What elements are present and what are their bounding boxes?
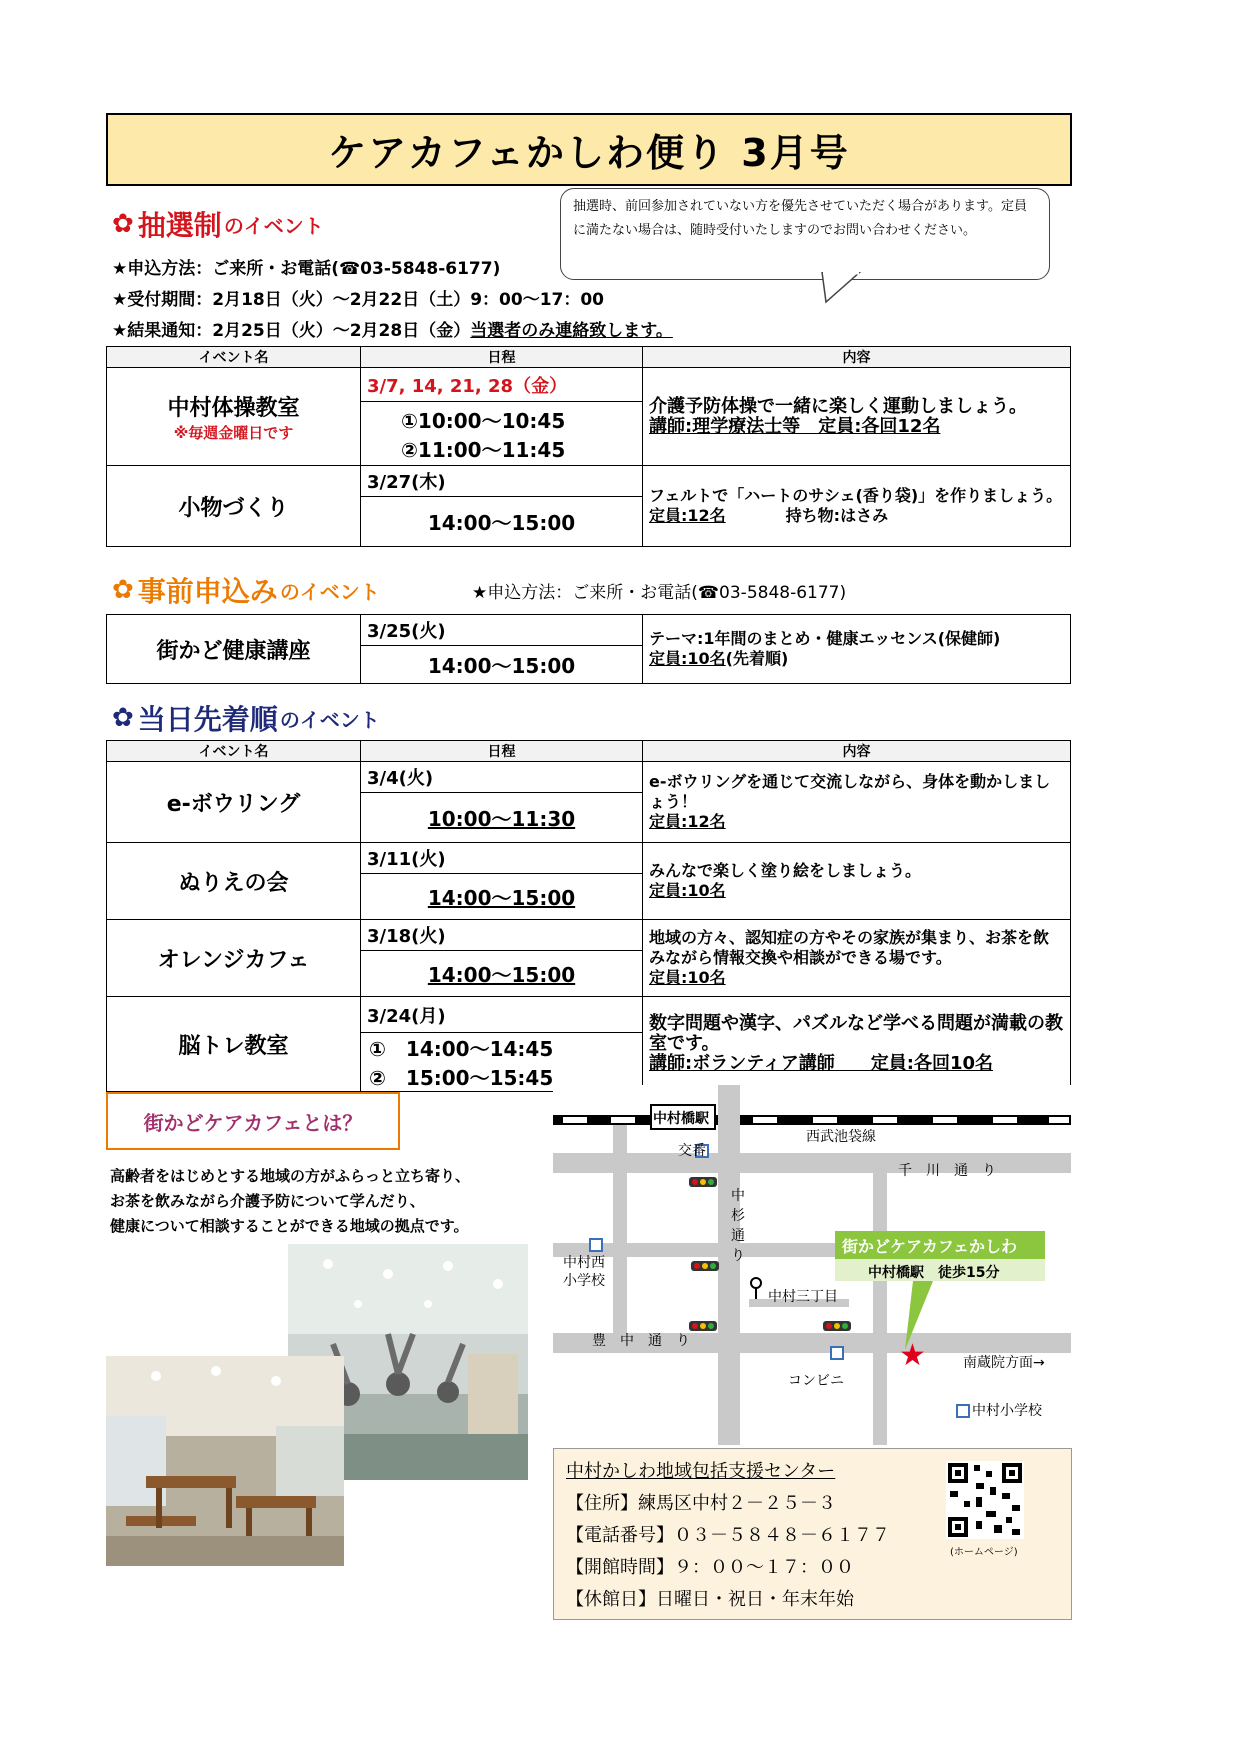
- header-content: 内容: [643, 347, 1071, 368]
- map-road-senkawa: 千 川 通 り: [898, 1163, 996, 1179]
- header-schedule: 日程: [361, 347, 643, 368]
- event-content-line: 地域の方々、認知症の方やその家族が集まり、お茶を飲みながら情報交換や相談ができる場です。: [649, 928, 1050, 967]
- flower-icon: ✿: [112, 575, 134, 605]
- event-date: 3/25(火): [361, 615, 643, 646]
- flower-icon: ✿: [112, 209, 134, 239]
- event-time: [361, 402, 643, 466]
- event-date: 3/11(火): [361, 843, 643, 874]
- event-name-text: 中村体操教室: [167, 395, 300, 421]
- event-content-line: テーマ:1年間のまとめ・健康エッセンス(保健師): [649, 629, 1001, 648]
- event-time: [361, 951, 643, 997]
- event-items: 持ち物:はさみ: [785, 506, 889, 525]
- event-time-text: 14:00～15:00: [427, 886, 576, 910]
- star-icon: ★: [899, 1338, 926, 1373]
- event-time: [361, 793, 643, 843]
- bubble-tail: [820, 272, 880, 306]
- event-note: (先着順): [725, 649, 789, 668]
- event-name: オレンジカフェ: [107, 920, 361, 997]
- header-schedule: 日程: [361, 741, 643, 762]
- event-content: [643, 762, 1071, 843]
- event-name: [107, 368, 361, 466]
- event-content: [643, 615, 1071, 684]
- event-time-2: ② 15:00～15:45: [369, 1066, 554, 1090]
- center-name: 中村かしわ地域包括支援センター: [566, 1461, 836, 1482]
- event-name: 街かど健康講座: [107, 615, 361, 684]
- firstcome-heading: [112, 698, 380, 738]
- map-koban: 交番: [678, 1143, 706, 1159]
- preapply-heading-main: 事前申込み: [137, 575, 278, 608]
- qr-caption: (ホームページ): [950, 1547, 1018, 1558]
- map-line: 西武池袋線: [806, 1129, 876, 1145]
- lottery-result: [112, 316, 673, 341]
- center-hours: 【開館時間】９：００～１７：００: [566, 1557, 854, 1578]
- event-time: [361, 1033, 643, 1092]
- center-address: 【住所】練馬区中村２－２５－３: [566, 1493, 836, 1514]
- event-time: 14:00～15:00: [361, 497, 643, 547]
- event-content: [643, 997, 1071, 1092]
- event-content-line: 数字問題や漢字、パズルなど学べる問題が満載の教室です。: [649, 1013, 1063, 1054]
- event-date: 3/18(火): [361, 920, 643, 951]
- event-capacity: 定員:12名: [649, 506, 726, 525]
- event-name: e-ボウリング: [107, 762, 361, 843]
- lottery-apply: ★申込方法：ご来所・お電話(☎03-5848-6177): [112, 259, 501, 279]
- event-content-line: 介護予防体操で一緒に楽しく運動しましょう。: [649, 395, 1027, 417]
- firstcome-heading-main: 当日先着順: [137, 703, 278, 736]
- lottery-heading-main: 抽選制: [137, 209, 222, 242]
- event-content-line: 講師:ボランティア講師 定員:各回10名: [649, 1053, 994, 1074]
- event-name: 小物づくり: [107, 466, 361, 547]
- map-callout-title: 街かどケアカフェかしわ: [842, 1237, 1018, 1256]
- firstcome-table: [106, 740, 1071, 1092]
- photo-cafe-room: [106, 1356, 344, 1566]
- flower-icon: ✿: [112, 703, 134, 733]
- event-content-line: フェルトで「ハートのサシェ(香り袋)」を作りましょう。: [649, 486, 1063, 505]
- event-time-text: 10:00～11:30: [427, 807, 576, 831]
- event-content: [643, 920, 1071, 997]
- lottery-result-note: 当選者のみ連絡致します。: [470, 321, 673, 341]
- event-time-2: ②11:00～11:45: [401, 437, 566, 462]
- preapply-heading-sub: のイベント: [279, 579, 380, 604]
- lottery-period: ★受付期間：2月18日（火）～2月22日（土）9：00～17：00: [112, 290, 605, 310]
- event-name: 脳トレ教室: [107, 997, 361, 1092]
- event-content: [643, 843, 1071, 920]
- center-closed: 【休館日】日曜日・祝日・年末年始: [566, 1589, 854, 1610]
- map-busstop: 中村三丁目: [768, 1289, 838, 1305]
- about-text: [110, 1164, 470, 1239]
- event-date: 3/7, 14, 21, 28（金）: [361, 368, 643, 402]
- lottery-result-prefix: ★結果通知：2月25日（火）～2月28日（金）: [112, 321, 471, 341]
- event-name: ぬりえの会: [107, 843, 361, 920]
- firstcome-heading-sub: のイベント: [279, 707, 380, 732]
- map-road-toyonaka: 豊 中 通 り: [592, 1333, 690, 1349]
- notice-bubble: 抽選時、前回参加されていない方を優先させていただく場合があります。定員に満たない場合は、随時受付いたしますのでお問い合わせください。: [560, 188, 1050, 280]
- header-content: 内容: [643, 741, 1071, 762]
- event-note: ※毎週金曜日です: [173, 423, 294, 442]
- qr-code-icon[interactable]: [946, 1461, 1024, 1539]
- lottery-heading: [112, 204, 324, 244]
- preapply-table: [106, 614, 1071, 684]
- map-callout-sub: 中村橋駅 徒歩15分: [868, 1265, 1000, 1281]
- event-time-1: ①10:00～10:45: [401, 408, 566, 433]
- map-school-west: 中村西小学校: [563, 1255, 605, 1289]
- map-school: 中村小学校: [972, 1403, 1042, 1419]
- event-time-1: ① 14:00～14:45: [369, 1037, 554, 1061]
- header-event-name: イベント名: [107, 347, 361, 368]
- about-line: 健康について相談することができる地域の拠点です。: [110, 1217, 469, 1235]
- event-content: [643, 466, 1071, 547]
- preapply-heading: [112, 570, 380, 610]
- about-heading: 街かどケアカフェとは？: [106, 1092, 400, 1150]
- map-conbini: コンビニ: [788, 1373, 844, 1389]
- header-event-name: イベント名: [107, 741, 361, 762]
- event-capacity: 定員:10名: [649, 649, 726, 668]
- event-time: [361, 874, 643, 920]
- about-line: 高齢者をはじめとする地域の方がふらっと立ち寄り、: [110, 1167, 471, 1185]
- preapply-apply: ★申込方法：ご来所・お電話(☎03-5848-6177): [472, 583, 847, 603]
- map-station: 中村橋駅: [653, 1111, 709, 1127]
- event-content-line: e-ボウリングを通じて交流しながら、身体を動かしましょう！: [649, 772, 1051, 811]
- center-phone: 【電話番号】０３－５８４８－６１７７: [566, 1525, 890, 1546]
- event-time: 14:00～15:00: [361, 646, 643, 684]
- map-road-nakasugi: 中杉通り: [731, 1188, 745, 1264]
- map-nanzoin: 南蔵院方面→: [963, 1355, 1045, 1371]
- event-date: 3/4(火): [361, 762, 643, 793]
- event-capacity: 定員:10名: [649, 968, 726, 987]
- event-content-line: みんなで楽しく塗り絵をしましょう。: [649, 861, 922, 880]
- lottery-heading-sub: のイベント: [223, 213, 324, 238]
- page-title: ケアカフェかしわ便り 3月号: [106, 113, 1072, 186]
- lottery-table: [106, 346, 1071, 547]
- about-line: お茶を飲みながら介護予防について学んだり、: [110, 1192, 425, 1210]
- event-date: 3/27(木): [361, 466, 643, 497]
- event-capacity: 定員:12名: [649, 812, 726, 831]
- event-content: [643, 368, 1071, 466]
- event-content-line: 講師:理学療法士等 定員:各回12名: [649, 415, 941, 437]
- event-capacity: 定員:10名: [649, 881, 726, 900]
- event-date: 3/24(月): [361, 997, 643, 1033]
- center-info: [553, 1448, 1072, 1620]
- event-time-text: 14:00～15:00: [427, 963, 576, 987]
